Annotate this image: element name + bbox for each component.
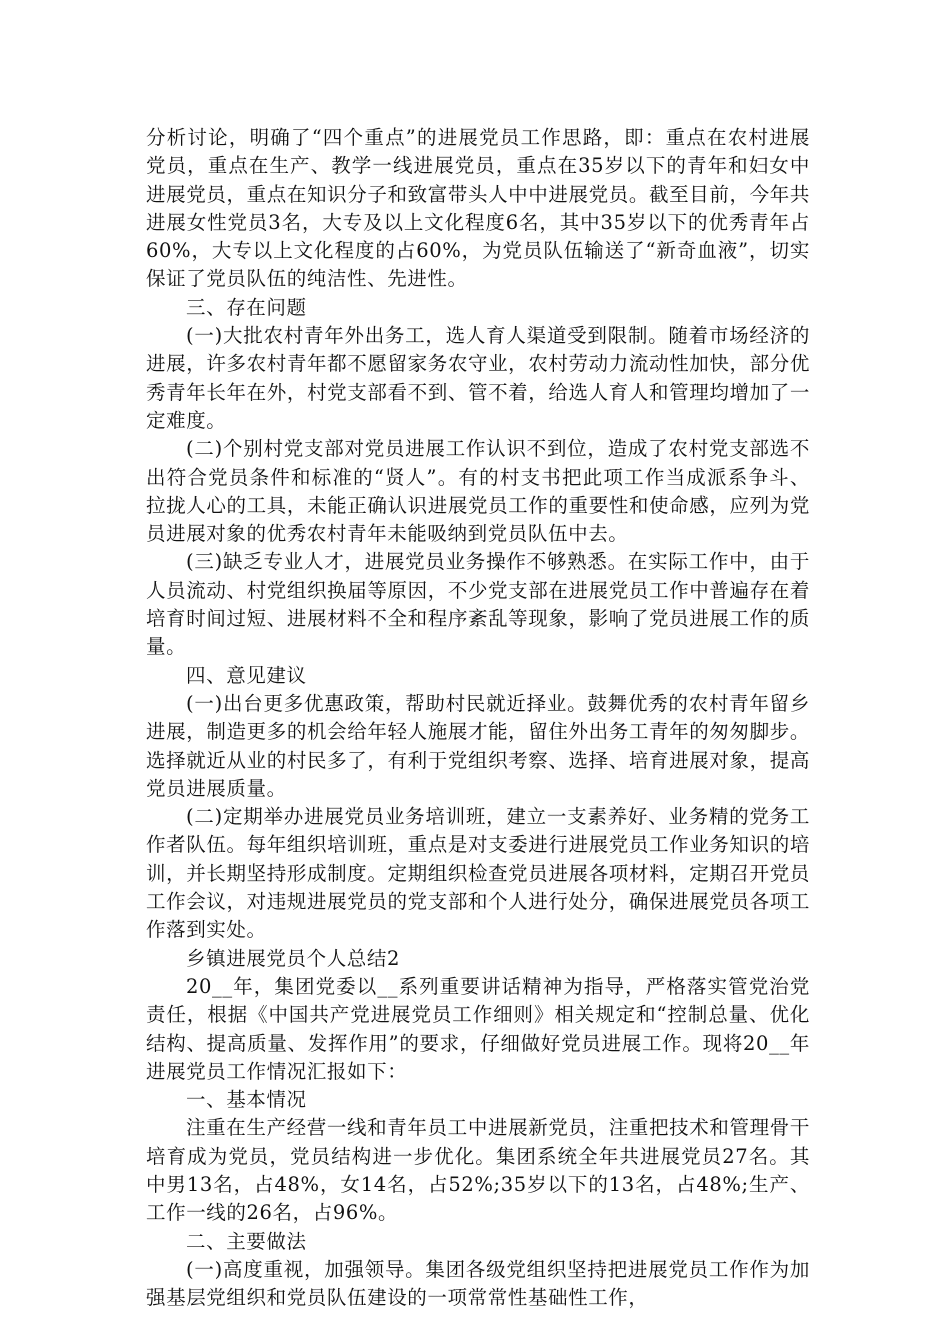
heading-main-practices: 二、主要做法	[186, 1229, 307, 1253]
paragraph-practice-1: (一)高度重视，加强领导。集团各级党组织坚持把进展党员工作作为加强基层党组织和党员队伍建设的一项常常性基础性工作，	[146, 1257, 810, 1310]
paragraph-summary-intro: 20__年，集团党委以__系列重要讲话精神为指导，严格落实管党治党责任，根据《中国共产党进展党员工作细则》相关规定和“控制总量、优化结构、提高质量、发挥作用”的要求，仔细做好党员进展工作。现将20__年进展党员工作情况汇报如下：	[146, 974, 810, 1083]
paragraph-problem-3: (三)缺乏专业人才，进展党员业务操作不够熟悉。在实际工作中，由于人员流动、村党组织换届等原因，不少党支部在进展党员工作中普遍存在着培育时间过短、进展材料不全和程序紊乱等现象，影响了党员进展工作的质量。	[146, 550, 810, 659]
document-body	[146, 124, 810, 1312]
paragraph-problem-2: (二)个别村党支部对党员进展工作认识不到位，造成了农村党支部选不出符合党员条件和标准的“贤人”。有的村支书把此项工作当成派系争斗、拉拢人心的工具，未能正确认识进展党员工作的重要性和使命感，应列为党员进展对象的优秀农村青年未能吸纳到党员队伍中去。	[146, 437, 810, 546]
heading-problems: 三、存在问题	[186, 295, 307, 319]
section-title-summary-2: 乡镇进展党员个人总结2	[186, 946, 401, 970]
heading-suggestions: 四、意见建议	[186, 663, 307, 687]
paragraph-suggestion-2: (二)定期举办进展党员业务培训班，建立一支素养好、业务精的党务工作者队伍。每年组织培训班，重点是对支委进行进展党员工作业务知识的培训，并长期坚持形成制度。定期组织检查党员进展各项材料，定期召开党员工作会议，对违规进展党员的党支部和个人进行处分，确保进展党员各项工作落到实处。	[146, 805, 810, 942]
paragraph-problem-1: (一)大批农村青年外出务工，选人育人渠道受到限制。随着市场经济的进展，许多农村青年都不愿留家务农守业，农村劳动力流动性加快，部分优秀青年长年在外，村党支部看不到、管不着，给选人育人和管理均增加了一定难度。	[146, 324, 810, 432]
paragraph-intro: 分析讨论，明确了“四个重点”的进展党员工作思路，即：重点在农村进展党员，重点在生产、教学一线进展党员，重点在35岁以下的青年和妇女中进展党员，重点在知识分子和致富带头人中中进展党员。截至目前，今年共进展女性党员3名，大专及以上文化程度6名，其中35岁以下的优秀青年占60%，大专以上文化程度的占60%，为党员队伍输送了“新奇血液”，切实保证了党员队伍的纯洁性、先进性。	[146, 126, 810, 291]
paragraph-suggestion-1: (一)出台更多优惠政策，帮助村民就近择业。鼓舞优秀的农村青年留乡进展，制造更多的机会给年轻人施展才能，留住外出务工青年的匆匆脚步。选择就近从业的村民多了，有利于党组织考察、选择、培育进展对象，提高党员进展质量。	[146, 691, 810, 800]
paragraph-basic-situation: 注重在生产经营一线和青年员工中进展新党员，注重把技术和管理骨干培育成为党员，党员结构进一步优化。集团系统全年共进展党员27名。其中男13名，占48%，女14名，占52%;35岁以下的13名，占48%;生产、工作一线的26名，占96%。	[146, 1116, 810, 1225]
heading-basic-situation: 一、基本情况	[186, 1088, 307, 1112]
